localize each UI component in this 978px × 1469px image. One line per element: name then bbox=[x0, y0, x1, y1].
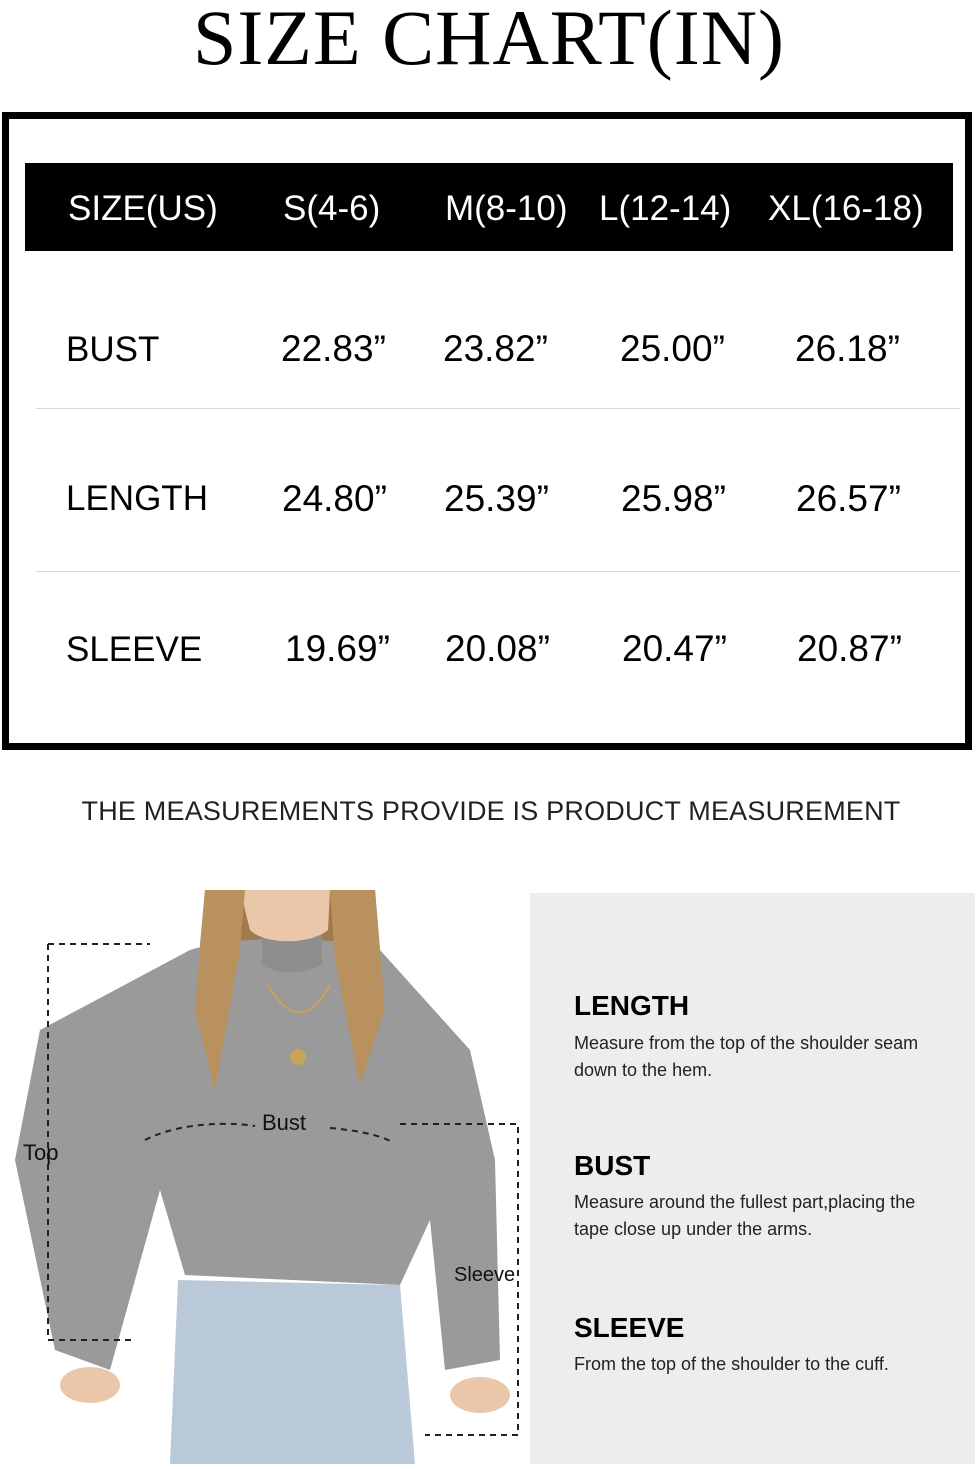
row-divider bbox=[36, 408, 960, 409]
bust-l: 25.00” bbox=[620, 328, 725, 369]
length-l: 25.98” bbox=[621, 478, 726, 519]
page-title: SIZE CHART(IN) bbox=[192, 0, 786, 81]
row-label-sleeve: SLEEVE bbox=[66, 630, 203, 669]
top-label: Top bbox=[23, 1140, 59, 1165]
sweater-illustration bbox=[0, 890, 530, 1464]
row-label-bust: BUST bbox=[66, 330, 160, 369]
length-s: 24.80” bbox=[282, 478, 387, 519]
measurement-note: THE MEASUREMENTS PROVIDE IS PRODUCT MEASUREMENT bbox=[81, 796, 901, 826]
bust-s: 22.83” bbox=[281, 328, 386, 369]
header-xl: XL(16-18) bbox=[768, 189, 924, 228]
bust-m: 23.82” bbox=[443, 328, 548, 369]
bust-label: Bust bbox=[262, 1110, 307, 1135]
header-l: L(12-14) bbox=[599, 189, 732, 228]
header-size-us: SIZE(US) bbox=[68, 189, 218, 228]
hand-right-shape bbox=[450, 1377, 510, 1413]
jeans-shape bbox=[170, 1280, 415, 1464]
bust-xl: 26.18” bbox=[795, 328, 900, 369]
header-s: S(4-6) bbox=[283, 189, 381, 228]
hand-left-shape bbox=[60, 1367, 120, 1403]
header-m: M(8-10) bbox=[445, 189, 568, 228]
sleeve-m: 20.08” bbox=[445, 628, 550, 669]
row-divider bbox=[36, 571, 960, 572]
row-label-length: LENGTH bbox=[66, 479, 208, 518]
pendant-icon bbox=[290, 1049, 306, 1065]
sleeve-label: Sleeve bbox=[454, 1264, 516, 1286]
info-title-bust: BUST bbox=[574, 1150, 651, 1181]
info-desc-length: Measure from the top of the shoulder seam down to the hem. bbox=[574, 1033, 919, 1080]
info-title-length: LENGTH bbox=[574, 990, 690, 1021]
info-desc-sleeve: From the top of the shoulder to the cuff. bbox=[574, 1354, 889, 1374]
model-photo bbox=[0, 890, 530, 1464]
info-desc-bust: Measure around the fullest part,placing the tape close up under the arms. bbox=[574, 1192, 916, 1239]
sleeve-s: 19.69” bbox=[285, 628, 390, 669]
length-m: 25.39” bbox=[444, 478, 549, 519]
length-xl: 26.57” bbox=[796, 478, 901, 519]
info-title-sleeve: SLEEVE bbox=[574, 1312, 685, 1343]
sleeve-xl: 20.87” bbox=[797, 628, 902, 669]
sleeve-l: 20.47” bbox=[622, 628, 727, 669]
